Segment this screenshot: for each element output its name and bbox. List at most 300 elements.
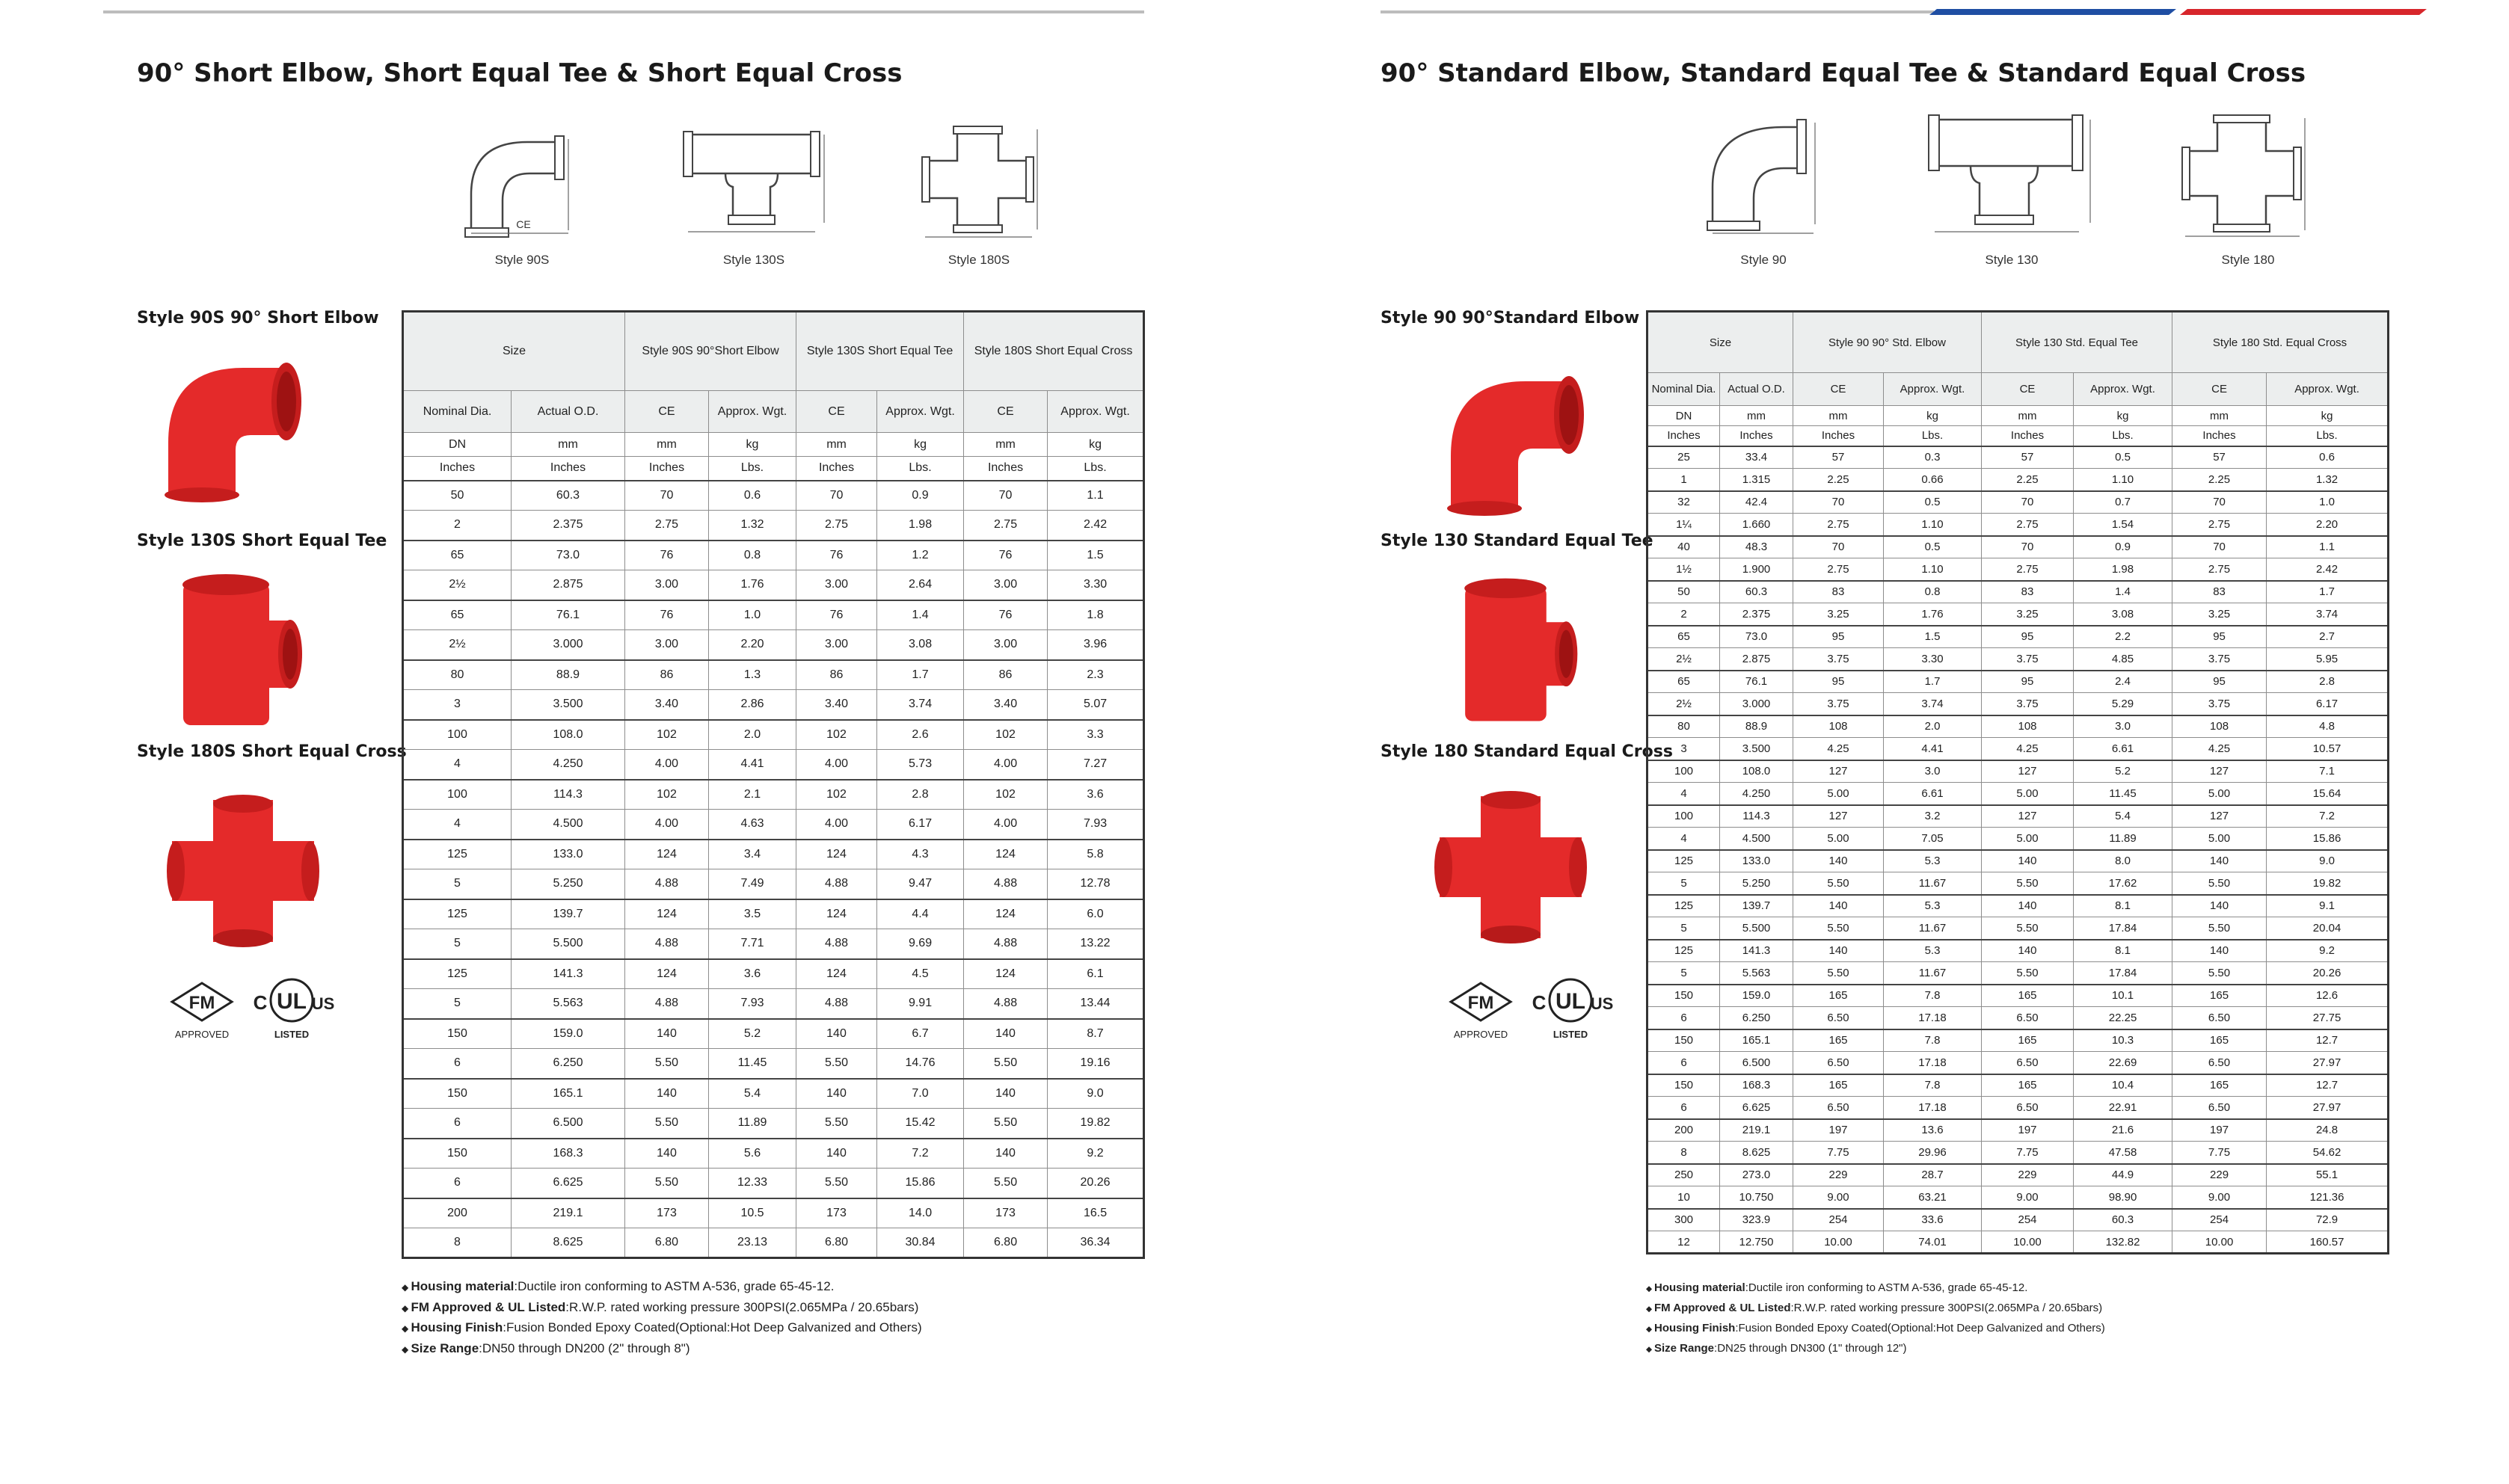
cell-imperial: 5.95 bbox=[2267, 648, 2389, 671]
cell-imperial: 2.25 bbox=[1793, 469, 1884, 491]
cell-imperial: 6.50 bbox=[1793, 1007, 1884, 1029]
cell-imperial: 7.71 bbox=[709, 929, 796, 959]
table-row bbox=[1647, 514, 2389, 536]
cell-imperial: 9.91 bbox=[877, 989, 964, 1019]
unit-imperial-7: Lbs. bbox=[2267, 426, 2389, 446]
cell-imperial: 7.27 bbox=[1048, 750, 1144, 780]
cell-imperial: 6.50 bbox=[1982, 1097, 2074, 1119]
cell-metric: 10.3 bbox=[2074, 1029, 2172, 1052]
cell-imperial: 3.00 bbox=[964, 630, 1048, 660]
cell-imperial: 2½ bbox=[403, 630, 512, 660]
cell-metric: 0.8 bbox=[1884, 581, 1982, 603]
page-title-left: 90° Short Elbow, Short Equal Tee & Short Equal Cross bbox=[137, 58, 903, 88]
ul-badge-us: US bbox=[311, 994, 335, 1013]
product-label-cross-right: Style 180 Standard Equal Cross bbox=[1381, 742, 1673, 761]
table-row bbox=[403, 750, 1144, 780]
cell-imperial: 4.41 bbox=[1884, 738, 1982, 760]
cell-metric: 140 bbox=[964, 1139, 1048, 1169]
cell-metric: 0.5 bbox=[1884, 536, 1982, 558]
cell-metric: 9.0 bbox=[2267, 850, 2389, 872]
cell-metric: 1.7 bbox=[877, 660, 964, 690]
table-row bbox=[1647, 626, 2389, 648]
cell-imperial: 3.00 bbox=[625, 570, 709, 600]
cell-imperial: 5.500 bbox=[1720, 917, 1793, 940]
cell-metric: 0.6 bbox=[2267, 446, 2389, 469]
note-text: :DN25 through DN300 (1" through 12") bbox=[1714, 1342, 1907, 1355]
cell-metric: 165.1 bbox=[512, 1079, 625, 1109]
cell-metric: 108.0 bbox=[512, 720, 625, 750]
cell-metric: 102 bbox=[796, 780, 877, 810]
cell-metric: 100 bbox=[403, 720, 512, 750]
cell-imperial: 17.18 bbox=[1884, 1097, 1982, 1119]
cell-imperial: 5.50 bbox=[1982, 917, 2074, 940]
cell-metric: 4.8 bbox=[2267, 715, 2389, 738]
cell-metric: 133.0 bbox=[1720, 850, 1793, 872]
group-header-cross: Style 180 Std. Equal Cross bbox=[2172, 312, 2389, 373]
cell-metric: 100 bbox=[1647, 805, 1720, 828]
cell-metric: 254 bbox=[1982, 1209, 2074, 1231]
top-rule-left bbox=[103, 10, 1144, 13]
table-row bbox=[403, 720, 1144, 750]
cell-metric: 254 bbox=[2172, 1209, 2267, 1231]
cell-metric: 100 bbox=[403, 780, 512, 810]
table-row bbox=[403, 1228, 1144, 1258]
table-row bbox=[1647, 783, 2389, 805]
cell-imperial: 3 bbox=[1647, 738, 1720, 760]
column-header-3: Approx. Wgt. bbox=[709, 391, 796, 433]
cell-metric: 124 bbox=[796, 899, 877, 929]
cell-imperial: 2.42 bbox=[2267, 558, 2389, 581]
group-header-tee: Style 130S Short Equal Tee bbox=[796, 312, 964, 391]
cell-metric: 140 bbox=[1982, 850, 2074, 872]
table-row bbox=[403, 1079, 1144, 1109]
cell-metric: 1.4 bbox=[877, 600, 964, 630]
unit-metric-1: mm bbox=[512, 433, 625, 457]
note-label: Housing material bbox=[1654, 1281, 1745, 1294]
cell-imperial: 3.40 bbox=[625, 690, 709, 720]
cell-metric: 229 bbox=[1793, 1164, 1884, 1186]
cell-metric: 1.0 bbox=[709, 600, 796, 630]
cell-metric: 165 bbox=[1982, 985, 2074, 1007]
unit-metric-5: kg bbox=[877, 433, 964, 457]
cell-metric: 8.0 bbox=[2074, 850, 2172, 872]
cell-imperial: 4.25 bbox=[1793, 738, 1884, 760]
cell-imperial: 11.89 bbox=[2074, 828, 2172, 850]
cell-imperial: 2.375 bbox=[1720, 603, 1793, 626]
spec-table-short-fittings bbox=[402, 310, 1145, 1259]
cell-imperial: 10.750 bbox=[1720, 1186, 1793, 1209]
cell-metric: 2.8 bbox=[877, 780, 964, 810]
tee-drawing-right bbox=[1926, 112, 2098, 235]
cell-imperial: 6.50 bbox=[2172, 1007, 2267, 1029]
cell-metric: 5.3 bbox=[1884, 940, 1982, 962]
cell-imperial: 1.98 bbox=[2074, 558, 2172, 581]
cell-imperial: 5.50 bbox=[964, 1109, 1048, 1139]
cell-imperial: 4.88 bbox=[796, 989, 877, 1019]
cell-metric: 95 bbox=[1793, 671, 1884, 693]
cell-imperial: 22.91 bbox=[2074, 1097, 2172, 1119]
table-row bbox=[1647, 581, 2389, 603]
cell-imperial: 47.58 bbox=[2074, 1142, 2172, 1164]
cell-metric: 83 bbox=[1793, 581, 1884, 603]
cell-metric: 5.3 bbox=[1884, 895, 1982, 917]
cell-metric: 4.3 bbox=[877, 840, 964, 869]
cell-metric: 76 bbox=[964, 600, 1048, 630]
cell-imperial: 2.75 bbox=[625, 511, 709, 541]
red-cross-icon bbox=[165, 792, 322, 953]
cell-imperial: 6.250 bbox=[1720, 1007, 1793, 1029]
cell-metric: 250 bbox=[1647, 1164, 1720, 1186]
unit-imperial-1: Inches bbox=[1720, 426, 1793, 446]
cell-metric: 140 bbox=[964, 1079, 1048, 1109]
cell-metric: 73.0 bbox=[512, 541, 625, 570]
unit-metric-4: mm bbox=[796, 433, 877, 457]
cell-metric: 7.0 bbox=[877, 1079, 964, 1109]
cell-metric: 124 bbox=[625, 899, 709, 929]
cell-metric: 10.1 bbox=[2074, 985, 2172, 1007]
cell-imperial: 3.500 bbox=[1720, 738, 1793, 760]
cell-imperial: 5 bbox=[1647, 872, 1720, 895]
cell-imperial: 6.61 bbox=[1884, 783, 1982, 805]
cell-metric: 165 bbox=[2172, 1074, 2267, 1097]
cell-imperial: 5 bbox=[1647, 962, 1720, 985]
cell-imperial: 6.80 bbox=[964, 1228, 1048, 1258]
cell-imperial: 8 bbox=[403, 1228, 512, 1258]
cell-imperial: 4.41 bbox=[709, 750, 796, 780]
cell-imperial: 7.75 bbox=[1982, 1142, 2074, 1164]
cell-imperial: 23.13 bbox=[709, 1228, 796, 1258]
product-label-elbow-left: Style 90S 90° Short Elbow bbox=[137, 309, 379, 327]
unit-row-imperial bbox=[403, 457, 1144, 481]
cell-metric: 140 bbox=[1793, 940, 1884, 962]
cell-metric: 125 bbox=[1647, 940, 1720, 962]
cell-imperial: 17.84 bbox=[2074, 917, 2172, 940]
table-row bbox=[403, 840, 1144, 869]
cell-metric: 1.5 bbox=[1884, 626, 1982, 648]
cross-drawing-right bbox=[2176, 112, 2311, 239]
cell-imperial: 5.50 bbox=[625, 1049, 709, 1079]
table-row bbox=[1647, 715, 2389, 738]
cell-imperial: 2.75 bbox=[1982, 514, 2074, 536]
bullet-icon: ◆ bbox=[1646, 1305, 1654, 1314]
cell-imperial: 5.50 bbox=[1793, 917, 1884, 940]
page-title-right: 90° Standard Elbow, Standard Equal Tee & Standard Equal Cross bbox=[1381, 58, 2306, 88]
top-rule-right bbox=[1381, 10, 1934, 13]
cross-drawing-left bbox=[916, 123, 1043, 243]
table-row bbox=[1647, 1097, 2389, 1119]
unit-metric-3: kg bbox=[1884, 406, 1982, 426]
cell-metric: 9.2 bbox=[2267, 940, 2389, 962]
cell-metric: 140 bbox=[2172, 940, 2267, 962]
cell-imperial: 5 bbox=[1647, 917, 1720, 940]
cell-imperial: 1.10 bbox=[1884, 558, 1982, 581]
cell-metric: 2.3 bbox=[1048, 660, 1144, 690]
red-tee-icon bbox=[172, 568, 307, 736]
cell-imperial: 3.08 bbox=[2074, 603, 2172, 626]
cell-imperial: 4 bbox=[1647, 828, 1720, 850]
cell-imperial: 1.76 bbox=[1884, 603, 1982, 626]
cell-imperial: 9.00 bbox=[2172, 1186, 2267, 1209]
cell-imperial: 4.88 bbox=[964, 989, 1048, 1019]
cell-metric: 3.0 bbox=[1884, 760, 1982, 783]
cell-metric: 55.1 bbox=[2267, 1164, 2389, 1186]
table-row bbox=[1647, 760, 2389, 783]
column-header-row bbox=[1647, 373, 2389, 406]
cell-imperial: 3.25 bbox=[2172, 603, 2267, 626]
cell-metric: 150 bbox=[1647, 1029, 1720, 1052]
cell-metric: 83 bbox=[1982, 581, 2074, 603]
ul-badge-text: UL bbox=[1556, 989, 1585, 1014]
cell-imperial: 5.73 bbox=[877, 750, 964, 780]
cell-imperial: 19.82 bbox=[1048, 1109, 1144, 1139]
cell-imperial: 5.50 bbox=[625, 1109, 709, 1139]
column-header-4: CE bbox=[1982, 373, 2074, 406]
cell-imperial: 2.75 bbox=[2172, 514, 2267, 536]
cell-imperial: 20.04 bbox=[2267, 917, 2389, 940]
dim-label-ce: CE bbox=[516, 218, 531, 230]
cell-metric: 140 bbox=[796, 1019, 877, 1049]
cell-imperial: 5.50 bbox=[796, 1049, 877, 1079]
cell-imperial: 5.563 bbox=[512, 989, 625, 1019]
cell-metric: 150 bbox=[403, 1019, 512, 1049]
cell-imperial: 74.01 bbox=[1884, 1231, 1982, 1254]
cell-imperial: 17.18 bbox=[1884, 1007, 1982, 1029]
bullet-icon: ◆ bbox=[1646, 1325, 1654, 1334]
product-label-cross-left: Style 180S Short Equal Cross bbox=[137, 742, 407, 761]
cell-metric: 3.4 bbox=[709, 840, 796, 869]
table-row bbox=[1647, 1209, 2389, 1231]
cell-imperial: 7.05 bbox=[1884, 828, 1982, 850]
cell-metric: 13.6 bbox=[1884, 1119, 1982, 1142]
cell-imperial: 7.49 bbox=[709, 869, 796, 899]
cell-metric: 76 bbox=[625, 541, 709, 570]
cell-metric: 140 bbox=[1982, 940, 2074, 962]
cell-imperial: 7.75 bbox=[1793, 1142, 1884, 1164]
cell-metric: 80 bbox=[403, 660, 512, 690]
cell-metric: 114.3 bbox=[512, 780, 625, 810]
cell-metric: 140 bbox=[796, 1139, 877, 1169]
cell-metric: 12.7 bbox=[2267, 1029, 2389, 1052]
cell-metric: 2.6 bbox=[877, 720, 964, 750]
cell-metric: 70 bbox=[2172, 491, 2267, 514]
cell-metric: 95 bbox=[1982, 626, 2074, 648]
cell-imperial: 5.50 bbox=[2172, 872, 2267, 895]
size-header: Size bbox=[1647, 312, 1793, 373]
cell-metric: 1.5 bbox=[1048, 541, 1144, 570]
cell-metric: 254 bbox=[1793, 1209, 1884, 1231]
red-elbow-icon bbox=[161, 353, 303, 506]
cell-imperial: 63.21 bbox=[1884, 1186, 1982, 1209]
cell-imperial: 5.00 bbox=[1982, 828, 2074, 850]
cell-metric: 76 bbox=[796, 600, 877, 630]
cell-metric: 124 bbox=[964, 959, 1048, 989]
cell-imperial: 29.96 bbox=[1884, 1142, 1982, 1164]
table-row bbox=[403, 780, 1144, 810]
cell-imperial: 4.00 bbox=[964, 810, 1048, 840]
cell-metric: 86 bbox=[625, 660, 709, 690]
cell-imperial: 5.07 bbox=[1048, 690, 1144, 720]
cell-metric: 28.7 bbox=[1884, 1164, 1982, 1186]
table-row bbox=[1647, 446, 2389, 469]
cell-imperial: 4.00 bbox=[796, 810, 877, 840]
cell-metric: 5.8 bbox=[1048, 840, 1144, 869]
ul-badge-c: C bbox=[1532, 991, 1547, 1014]
cell-imperial: 6.50 bbox=[2172, 1097, 2267, 1119]
table-row bbox=[403, 1139, 1144, 1169]
note-item bbox=[1646, 1299, 2105, 1319]
cell-imperial: 5 bbox=[403, 929, 512, 959]
cell-imperial: 7.93 bbox=[1048, 810, 1144, 840]
cell-metric: 150 bbox=[1647, 1074, 1720, 1097]
table-row bbox=[1647, 1052, 2389, 1074]
cell-imperial: 9.00 bbox=[1982, 1186, 2074, 1209]
cell-metric: 70 bbox=[796, 481, 877, 511]
column-header-7: Approx. Wgt. bbox=[2267, 373, 2389, 406]
cell-metric: 6.1 bbox=[1048, 959, 1144, 989]
cell-metric: 150 bbox=[1647, 985, 1720, 1007]
cell-metric: 139.7 bbox=[1720, 895, 1793, 917]
cell-metric: 124 bbox=[796, 959, 877, 989]
cell-imperial: 4.25 bbox=[2172, 738, 2267, 760]
cell-metric: 127 bbox=[1982, 805, 2074, 828]
cell-metric: 16.5 bbox=[1048, 1198, 1144, 1228]
cell-metric: 125 bbox=[403, 899, 512, 929]
cell-imperial: 3.75 bbox=[1793, 693, 1884, 715]
cell-imperial: 98.90 bbox=[2074, 1186, 2172, 1209]
cell-metric: 114.3 bbox=[1720, 805, 1793, 828]
cell-imperial: 5.50 bbox=[625, 1169, 709, 1198]
cell-metric: 7.8 bbox=[1884, 1029, 1982, 1052]
cell-imperial: 4.63 bbox=[709, 810, 796, 840]
table-row bbox=[403, 1109, 1144, 1139]
cell-imperial: 121.36 bbox=[2267, 1186, 2389, 1209]
cell-imperial: 6 bbox=[1647, 1097, 1720, 1119]
cell-metric: 2.2 bbox=[2074, 626, 2172, 648]
cell-metric: 42.4 bbox=[1720, 491, 1793, 514]
cell-metric: 168.3 bbox=[512, 1139, 625, 1169]
unit-row-metric bbox=[1647, 406, 2389, 426]
cell-imperial: 11.45 bbox=[2074, 783, 2172, 805]
cell-metric: 168.3 bbox=[1720, 1074, 1793, 1097]
cell-imperial: 11.45 bbox=[709, 1049, 796, 1079]
cell-imperial: 3.40 bbox=[796, 690, 877, 720]
column-header-6: CE bbox=[2172, 373, 2267, 406]
cell-imperial: 4.00 bbox=[964, 750, 1048, 780]
cell-imperial: 5.50 bbox=[1982, 962, 2074, 985]
unit-metric-2: mm bbox=[625, 433, 709, 457]
cell-metric: 83 bbox=[2172, 581, 2267, 603]
cell-imperial: 27.97 bbox=[2267, 1097, 2389, 1119]
note-text: :Fusion Bonded Epoxy Coated(Optional:Hot Deep Galvanized and Others) bbox=[503, 1320, 922, 1334]
cell-metric: 44.9 bbox=[2074, 1164, 2172, 1186]
drawing-caption-style-180: Style 180 bbox=[2221, 253, 2275, 267]
cell-imperial: 14.76 bbox=[877, 1049, 964, 1079]
note-label: Housing Finish bbox=[1654, 1322, 1736, 1334]
cell-metric: 108 bbox=[1982, 715, 2074, 738]
cell-imperial: 5.50 bbox=[2172, 917, 2267, 940]
note-text: :Ductile iron conforming to ASTM A-536, grade 65-45-12. bbox=[514, 1279, 835, 1293]
ul-badge-caption: LISTED bbox=[1553, 1029, 1588, 1040]
unit-metric-5: kg bbox=[2074, 406, 2172, 426]
table-row bbox=[403, 481, 1144, 511]
cell-metric: 102 bbox=[625, 780, 709, 810]
cell-imperial: 1.660 bbox=[1720, 514, 1793, 536]
cell-imperial: 4.88 bbox=[796, 869, 877, 899]
cell-metric: 141.3 bbox=[512, 959, 625, 989]
cell-imperial: 5.50 bbox=[1793, 962, 1884, 985]
cell-metric: 70 bbox=[1793, 536, 1884, 558]
cell-metric: 273.0 bbox=[1720, 1164, 1793, 1186]
cell-metric: 150 bbox=[403, 1139, 512, 1169]
cell-metric: 76 bbox=[796, 541, 877, 570]
cell-imperial: 7.93 bbox=[709, 989, 796, 1019]
cell-metric: 165 bbox=[2172, 985, 2267, 1007]
cell-metric: 0.3 bbox=[1884, 446, 1982, 469]
cell-imperial: 17.18 bbox=[1884, 1052, 1982, 1074]
tee-line-icon bbox=[681, 127, 830, 239]
cell-metric: 10.4 bbox=[2074, 1074, 2172, 1097]
cell-imperial: 3.74 bbox=[877, 690, 964, 720]
cell-imperial: 2.20 bbox=[2267, 514, 2389, 536]
cell-imperial: 3.75 bbox=[2172, 693, 2267, 715]
note-text: :R.W.P. rated working pressure 300PSI(2.065MPa / 20.65bars) bbox=[1790, 1302, 2103, 1314]
group-header-tee: Style 130 Std. Equal Tee bbox=[1982, 312, 2172, 373]
cell-metric: 165.1 bbox=[1720, 1029, 1793, 1052]
cell-imperial: 3.00 bbox=[796, 630, 877, 660]
cell-imperial: 5.50 bbox=[964, 1049, 1048, 1079]
cell-imperial: 8.625 bbox=[512, 1228, 625, 1258]
column-header-2: CE bbox=[625, 391, 709, 433]
cell-metric: 9.0 bbox=[1048, 1079, 1144, 1109]
cell-metric: 5.2 bbox=[2074, 760, 2172, 783]
cell-imperial: 6.50 bbox=[1793, 1052, 1884, 1074]
cell-metric: 140 bbox=[1793, 850, 1884, 872]
table-row bbox=[1647, 536, 2389, 558]
cell-imperial: 9.00 bbox=[1793, 1186, 1884, 1209]
cell-imperial: 3.25 bbox=[1793, 603, 1884, 626]
cell-imperial: 160.57 bbox=[2267, 1231, 2389, 1254]
table-row bbox=[403, 660, 1144, 690]
cell-imperial: 27.75 bbox=[2267, 1007, 2389, 1029]
drawing-caption-style-90: Style 90 bbox=[1740, 253, 1787, 267]
table-row bbox=[403, 690, 1144, 720]
cell-imperial: 5.50 bbox=[1982, 872, 2074, 895]
cell-metric: 229 bbox=[1982, 1164, 2074, 1186]
unit-imperial-0: Inches bbox=[1647, 426, 1720, 446]
cell-metric: 100 bbox=[1647, 760, 1720, 783]
cell-imperial: 22.69 bbox=[2074, 1052, 2172, 1074]
cell-metric: 102 bbox=[796, 720, 877, 750]
ul-badge-us: US bbox=[1590, 994, 1614, 1013]
note-text: :Ductile iron conforming to ASTM A-536, grade 65-45-12. bbox=[1745, 1281, 2028, 1294]
cell-metric: 125 bbox=[1647, 850, 1720, 872]
cell-imperial: 15.86 bbox=[2267, 828, 2389, 850]
cell-imperial: 3.08 bbox=[877, 630, 964, 660]
cell-metric: 102 bbox=[964, 780, 1048, 810]
cell-metric: 2.7 bbox=[2267, 626, 2389, 648]
cell-metric: 165 bbox=[1793, 985, 1884, 1007]
table-row bbox=[403, 541, 1144, 570]
note-label: FM Approved & UL Listed bbox=[1654, 1302, 1791, 1314]
table-row bbox=[1647, 738, 2389, 760]
table-row bbox=[1647, 872, 2389, 895]
table-row bbox=[1647, 1074, 2389, 1097]
cell-metric: 1.1 bbox=[1048, 481, 1144, 511]
bullet-icon: ◆ bbox=[1646, 1284, 1654, 1293]
cell-metric: 48.3 bbox=[1720, 536, 1793, 558]
cell-metric: 133.0 bbox=[512, 840, 625, 869]
table-row bbox=[1647, 693, 2389, 715]
